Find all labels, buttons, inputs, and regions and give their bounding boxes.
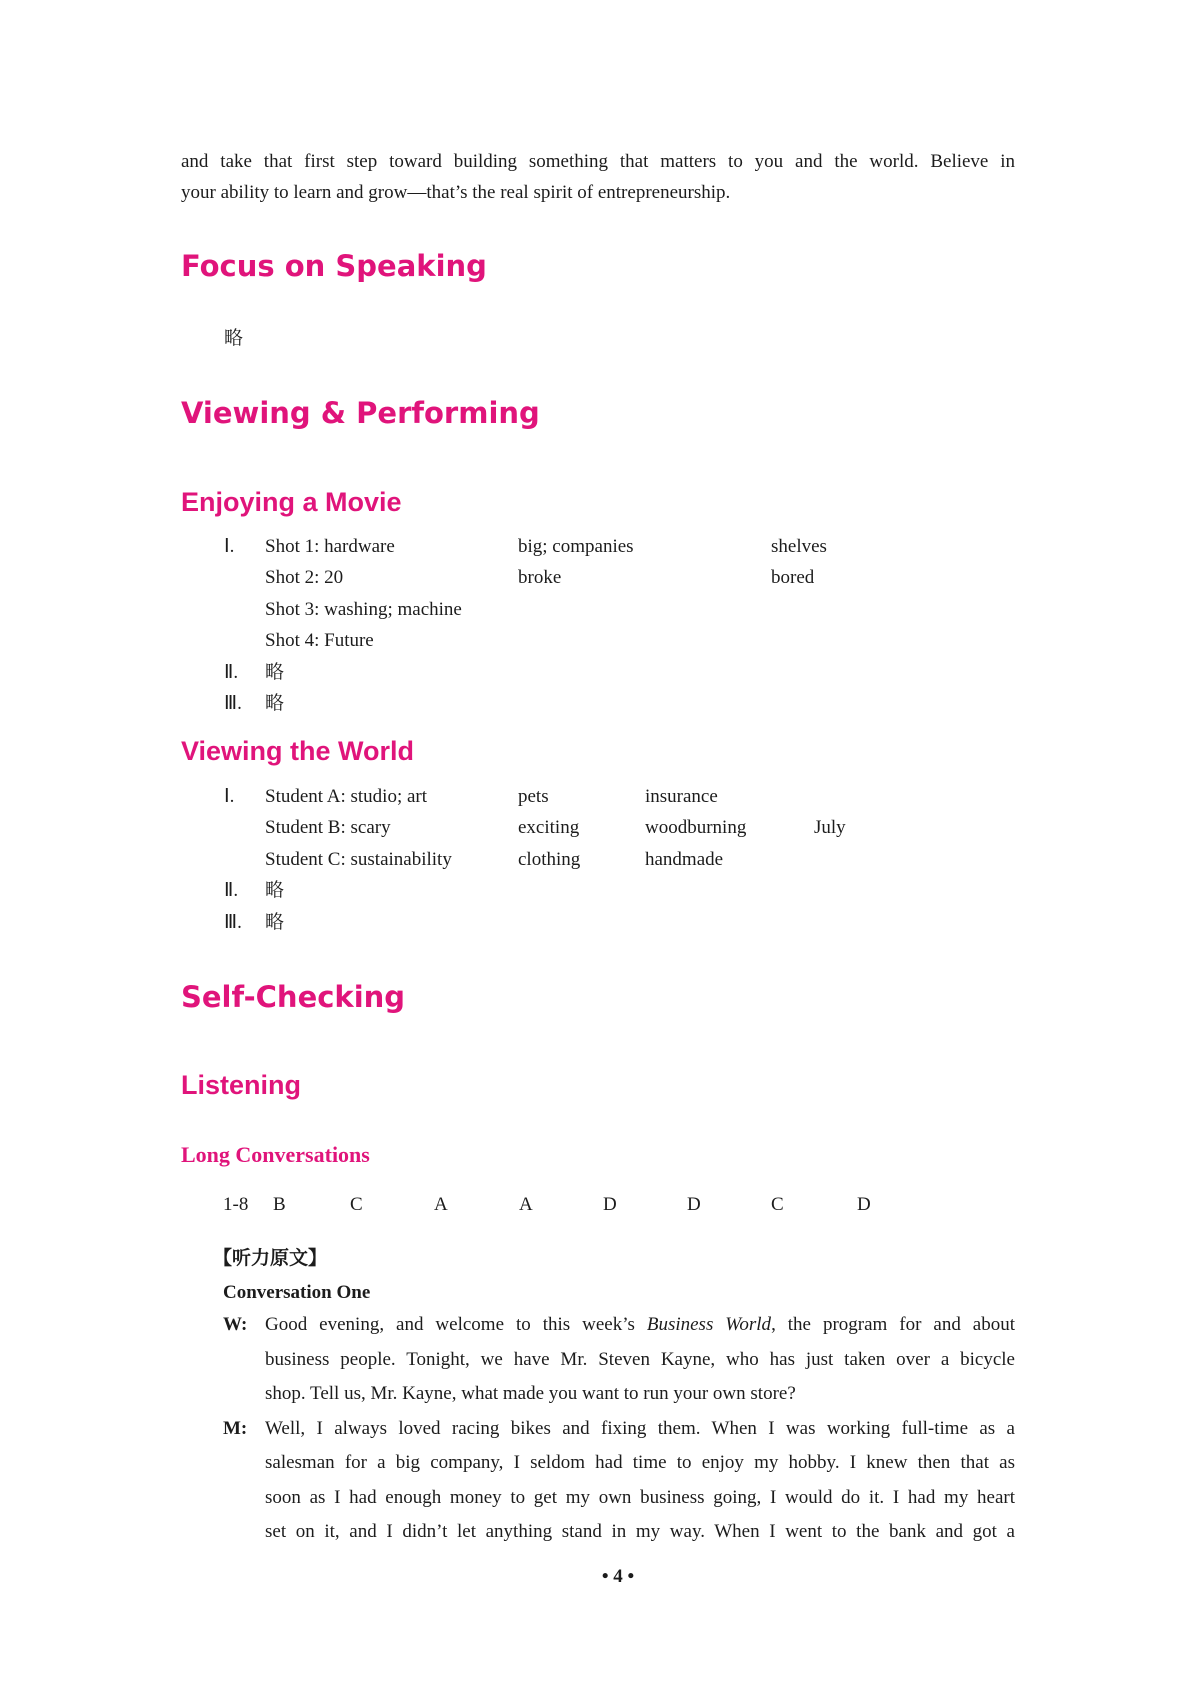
answer-cell: exciting bbox=[518, 817, 580, 839]
dialogue-segment: , the program for and about bbox=[771, 1314, 1015, 1335]
part-numeral: Ⅱ. bbox=[224, 661, 239, 683]
dialogue-text bbox=[265, 1412, 1015, 1550]
program-name: Business World bbox=[646, 1314, 772, 1335]
answer-cell: bored bbox=[771, 567, 815, 589]
answer-cell: July bbox=[814, 817, 846, 839]
answer-letter: C bbox=[350, 1194, 363, 1215]
answer-row bbox=[0, 562, 1191, 593]
answer-row bbox=[0, 531, 1191, 562]
answer-cell: 略 bbox=[265, 661, 285, 683]
long-conversations-answers bbox=[0, 1190, 1191, 1220]
subsection-title-listening: Listening bbox=[181, 1070, 301, 1100]
question-range: 1-8 bbox=[223, 1194, 249, 1215]
dialogue-line: Well, I always loved racing bikes and fixing them. When I was working full-time as a bbox=[265, 1417, 1015, 1439]
answer-cell: 略 bbox=[265, 880, 285, 902]
answer-cell: Student C: sustainability bbox=[265, 848, 452, 870]
subsection-title-long-conversations: Long Conversations bbox=[181, 1142, 370, 1167]
section-title-focus-on-speaking: Focus on Speaking bbox=[181, 249, 487, 283]
answer-cell: pets bbox=[518, 786, 549, 807]
viewing-the-world-answers bbox=[0, 781, 1191, 938]
answer-letter: D bbox=[857, 1194, 871, 1215]
speaker-label: M: bbox=[223, 1417, 248, 1439]
answer-letter: B bbox=[273, 1194, 286, 1215]
part-numeral: Ⅱ. bbox=[224, 880, 239, 902]
intro-paragraph bbox=[181, 146, 1015, 208]
focus-on-speaking-answer: 略 bbox=[224, 328, 244, 349]
answer-cell: Student A: studio; art bbox=[265, 786, 428, 807]
answer-cell: shelves bbox=[771, 536, 827, 557]
answer-cell: handmade bbox=[645, 848, 724, 870]
answer-letter: D bbox=[687, 1194, 701, 1215]
answer-cell: Student B: scary bbox=[265, 817, 391, 839]
answer-cell: broke bbox=[518, 567, 562, 589]
answer-row bbox=[0, 781, 1191, 812]
answer-row bbox=[0, 875, 1191, 906]
transcript-header: 【听力原文】 bbox=[213, 1248, 328, 1269]
answer-letter: D bbox=[603, 1194, 617, 1215]
answer-row bbox=[0, 594, 1191, 625]
page-number: • 4 • bbox=[601, 1566, 635, 1587]
part-numeral: Ⅰ. bbox=[224, 536, 235, 557]
answer-row bbox=[0, 907, 1191, 938]
answer-row bbox=[0, 625, 1191, 656]
conversation-title: Conversation One bbox=[223, 1282, 371, 1303]
dialogue-turn bbox=[223, 1412, 1015, 1550]
answer-letter: A bbox=[519, 1194, 533, 1215]
answer-cell: 略 bbox=[265, 692, 285, 714]
part-numeral: Ⅲ. bbox=[224, 692, 242, 714]
enjoying-a-movie-answers bbox=[0, 531, 1191, 719]
intro-line: and take that first step toward building something that matters to you and the world. Believe in bbox=[181, 151, 1015, 172]
answer-cell: Shot 2: 20 bbox=[265, 567, 344, 589]
dialogue-turn bbox=[223, 1308, 1015, 1412]
answer-cell: Shot 4: Future bbox=[265, 630, 374, 652]
dialogue-line: set on it, and I didn’t let anything stand in my way. When I went to the bank and got a bbox=[265, 1521, 1015, 1542]
dialogue-line: soon as I had enough money to get my own business going, I would do it. I had my heart bbox=[265, 1486, 1015, 1508]
dialogue-line: salesman for a big company, I seldom had time to enjoy my hobby. I knew then that as bbox=[265, 1452, 1015, 1473]
part-numeral: Ⅰ. bbox=[224, 786, 235, 807]
subsection-title-enjoying-a-movie: Enjoying a Movie bbox=[181, 487, 402, 517]
answer-row bbox=[0, 812, 1191, 843]
section-title-viewing-performing: Viewing & Performing bbox=[181, 396, 540, 430]
subsection-title-viewing-the-world: Viewing the World bbox=[181, 736, 415, 766]
dialogue-line: shop. Tell us, Mr. Kayne, what made you want to run your own store? bbox=[265, 1383, 796, 1404]
section-title-self-checking: Self-Checking bbox=[181, 980, 406, 1014]
answer-cell: big; companies bbox=[518, 536, 634, 557]
dialogue-line: business people. Tonight, we have Mr. Steven Kayne, who has just taken over a bicycle bbox=[265, 1348, 1015, 1370]
answer-row bbox=[0, 844, 1191, 875]
answer-cell: insurance bbox=[645, 786, 718, 807]
speaker-label: W: bbox=[223, 1314, 248, 1335]
answer-row bbox=[0, 657, 1191, 688]
answer-letter: C bbox=[771, 1194, 784, 1215]
answer-cell: Shot 3: washing; machine bbox=[265, 598, 462, 620]
dialogue-text bbox=[265, 1308, 1015, 1412]
answer-cell: Shot 1: hardware bbox=[265, 536, 395, 557]
answer-cell: 略 bbox=[265, 911, 285, 933]
dialogue-segment: Good evening, and welcome to this week’s bbox=[265, 1314, 647, 1335]
answer-cell: woodburning bbox=[645, 817, 747, 839]
dialogue-line bbox=[265, 1308, 1015, 1343]
answer-cell: clothing bbox=[518, 848, 581, 870]
part-numeral: Ⅲ. bbox=[224, 911, 242, 933]
answer-row bbox=[0, 688, 1191, 719]
intro-line: your ability to learn and grow—that’s the real spirit of entrepreneurship. bbox=[181, 182, 731, 203]
answer-letter: A bbox=[434, 1194, 448, 1215]
